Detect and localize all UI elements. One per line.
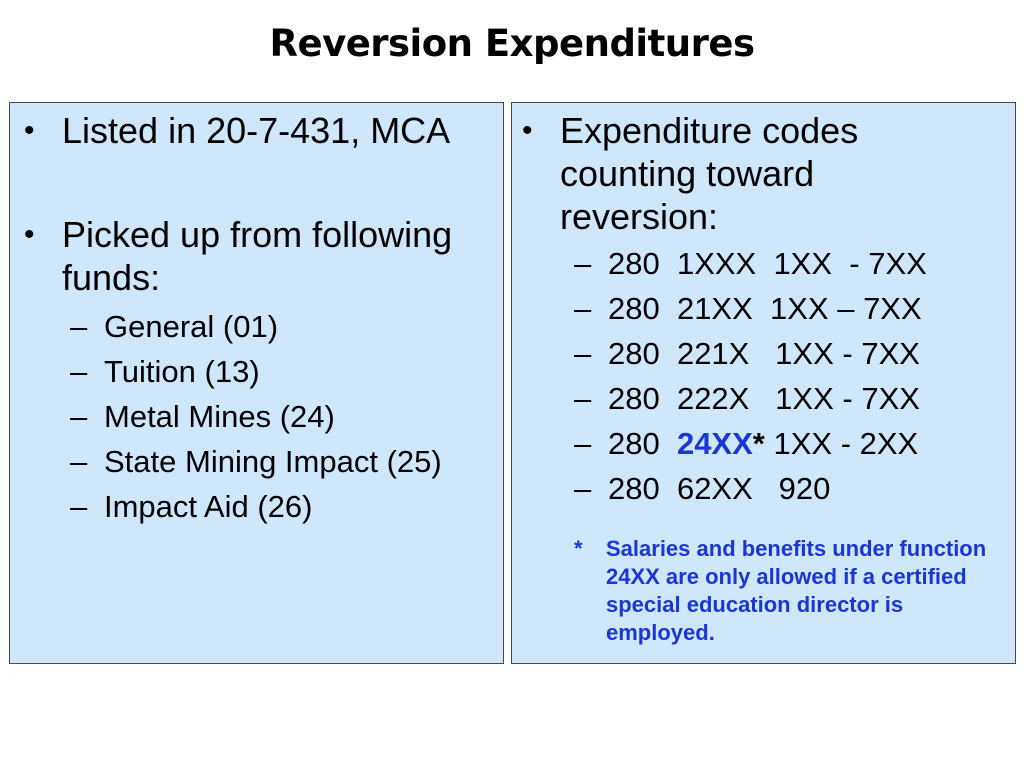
code-label: 280 62XX 920 [608,471,831,506]
code-item [574,286,922,331]
code-label: 280 222X 1XX - 7XX [608,381,920,416]
code-item [574,331,920,376]
footnote-text: Salaries and benefits under function 24XX are only allowed if a certified special education director is employed. [606,536,987,645]
code-item [574,376,920,421]
bullet-picked-up-text: Picked up from following funds: [62,214,453,298]
bullet-expenditure-codes [522,109,922,238]
code-label: 280 1XXX 1XX - 7XX [608,246,927,281]
dash-icon: – [574,246,592,281]
dash-icon: – [70,399,88,434]
bullet-listed-text: Listed in 20-7-431, MCA [62,110,451,151]
left-panel [9,102,504,664]
code-suffix: 1XX - 2XX [764,426,919,461]
fund-item [70,349,260,394]
fund-label: General (01) [104,309,279,344]
dash-icon: – [574,381,592,416]
bullet-expenditure-text: Expenditure codes counting toward reversion: [560,110,859,237]
fund-label: State Mining Impact (25) [104,444,442,479]
code-asterisk: * [752,426,765,461]
right-panel [511,102,1016,664]
code-label: 280 21XX 1XX – 7XX [608,291,922,326]
fund-item [70,394,335,439]
bullet-picked-up [24,213,494,299]
dash-icon: – [70,309,88,344]
code-item [574,466,830,511]
fund-label: Tuition (13) [104,354,260,389]
code-label: 280 221X 1XX - 7XX [608,336,920,371]
dash-icon: – [70,354,88,389]
footnote [572,535,1012,647]
fund-item [70,439,442,484]
dash-icon: – [574,291,592,326]
fund-item [70,484,312,529]
fund-label: Impact Aid (26) [104,489,313,524]
slide-title: Reversion Expenditures [269,22,755,65]
code-item [574,241,927,286]
bullet-dot-icon: • [24,114,35,147]
code-highlight: 24XX [676,426,753,461]
code-item-highlighted [574,421,918,466]
bullet-dot-icon: • [522,114,533,147]
code-prefix: 280 [608,426,677,461]
bullet-dot-icon: • [24,218,35,251]
dash-icon: – [574,471,592,506]
bullet-listed [24,109,504,152]
fund-label: Metal Mines (24) [104,399,335,434]
fund-item [70,304,278,349]
dash-icon: – [574,336,592,371]
dash-icon: – [70,444,88,479]
dash-icon: – [574,426,592,461]
footnote-asterisk: * [574,536,583,561]
dash-icon: – [70,489,88,524]
